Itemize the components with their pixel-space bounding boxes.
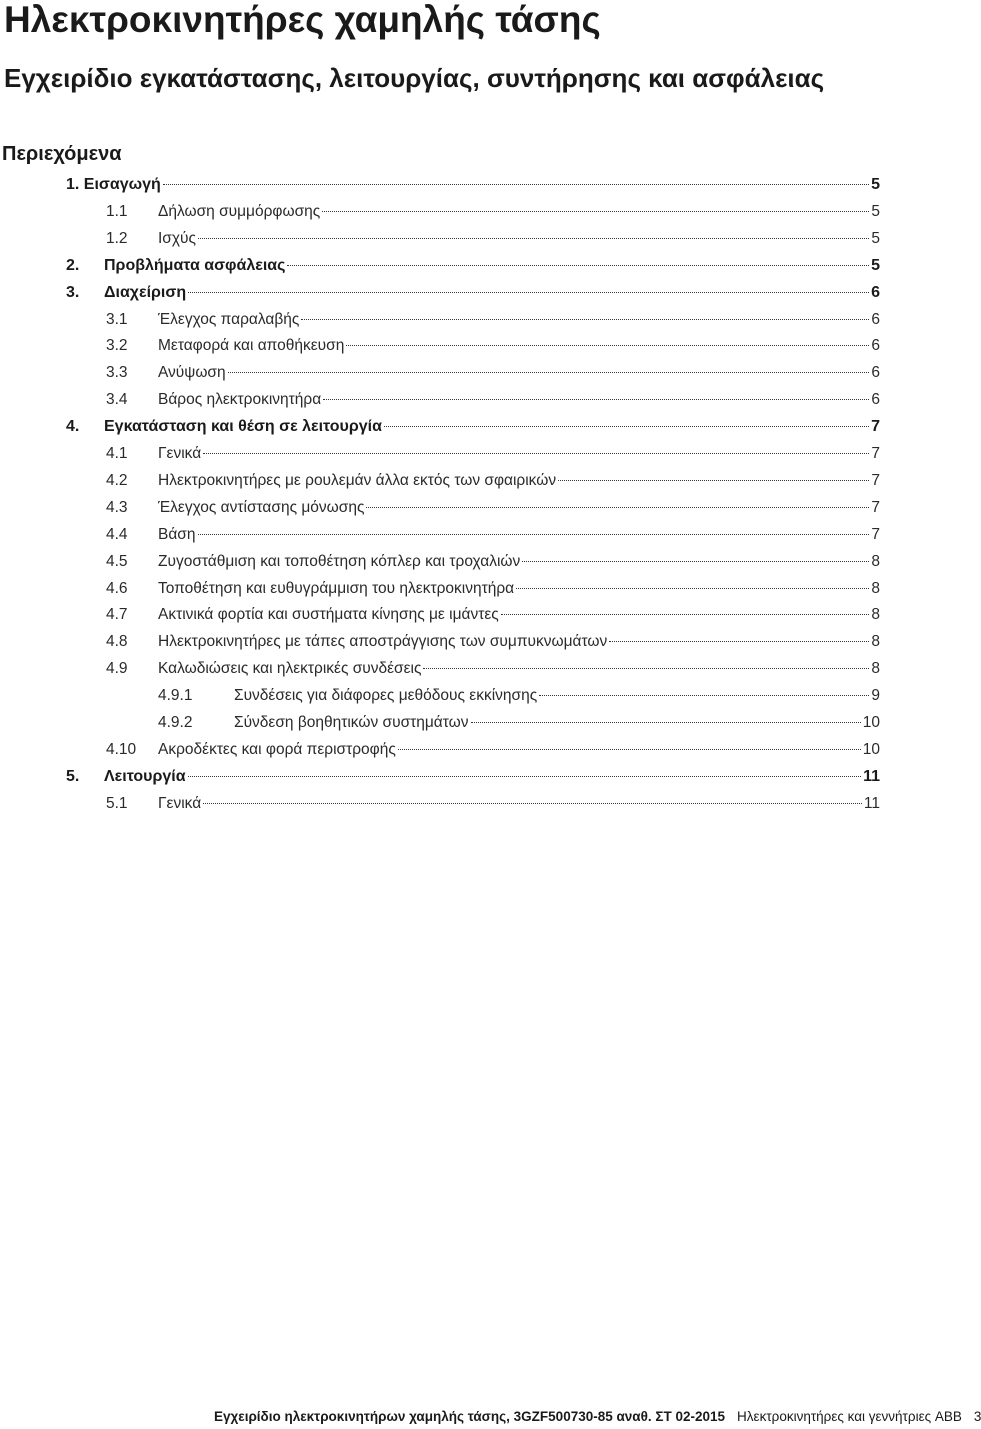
toc-entry[interactable] xyxy=(106,551,880,573)
toc-dot-leader xyxy=(301,319,869,320)
toc-entry-title: Τοποθέτηση και ευθυγράμμιση του ηλεκτροκινητήρα xyxy=(158,579,515,597)
toc-entry-title: Ηλεκτροκινητήρες με ρουλεμάν άλλα εκτός των σφαιρικών xyxy=(158,471,557,489)
toc-dot-leader xyxy=(501,614,870,615)
toc-entry[interactable] xyxy=(106,335,880,357)
toc-entry-number: 4. xyxy=(66,418,80,436)
toc-entry-page: 11 xyxy=(863,767,880,785)
toc-entry[interactable] xyxy=(106,309,880,331)
footer-page-number: 3 xyxy=(973,1409,981,1424)
toc-entry[interactable] xyxy=(106,739,880,761)
toc-dot-leader xyxy=(163,184,869,185)
toc-entry-number: 4.7 xyxy=(106,606,128,624)
toc-entry[interactable] xyxy=(106,362,880,384)
toc-entry-number: 4.1 xyxy=(106,445,128,462)
toc-entry-number: 5. xyxy=(66,767,80,785)
toc-entry-title: Βάρος ηλεκτροκινητήρα xyxy=(158,391,322,409)
toc-entry[interactable] xyxy=(66,255,880,277)
toc-entry-title: Έλεγχος αντίστασης μόνωσης xyxy=(158,498,365,516)
toc-entry-page: 8 xyxy=(871,552,880,570)
toc-entry-number: 3.2 xyxy=(106,337,128,355)
toc-entry[interactable] xyxy=(158,685,880,707)
toc-dot-leader xyxy=(198,534,870,535)
toc-entry-page: 6 xyxy=(871,364,880,382)
toc-entry-title: Συνδέσεις για διάφορες μεθόδους εκκίνησης xyxy=(234,687,538,705)
toc-entry-number: 3.4 xyxy=(106,391,128,409)
toc-dot-leader xyxy=(398,749,861,750)
toc-entry-number: 3.1 xyxy=(106,310,128,328)
toc-entry-page: 7 xyxy=(871,498,880,516)
toc-entry[interactable] xyxy=(106,578,880,600)
toc-dot-leader xyxy=(228,372,870,373)
toc-dot-leader xyxy=(203,803,862,804)
toc-entry-number: 1.1 xyxy=(106,202,128,220)
toc-entry-page: 7 xyxy=(871,525,880,543)
toc-entry-page: 6 xyxy=(871,391,880,409)
toc-entry-title: Καλωδιώσεις και ηλεκτρικές συνδέσεις xyxy=(158,660,422,678)
toc-entry[interactable] xyxy=(106,443,880,465)
footer-document-ref: Εγχειρίδιο ηλεκτροκινητήρων χαμηλής τάσης, 3GZF500730-85 αναθ. ΣΤ 02-2015 xyxy=(214,1409,726,1424)
toc-entry[interactable] xyxy=(158,712,880,734)
toc-entry-title: Εγκατάσταση και θέση σε λειτουργία xyxy=(104,418,382,436)
toc-entry-page: 8 xyxy=(871,579,880,597)
toc-entry[interactable] xyxy=(106,228,880,250)
toc-entry-title: Ζυγοστάθμιση και τοποθέτηση κόπλερ και τροχαλιών xyxy=(158,552,521,570)
toc-entry-page: 10 xyxy=(862,740,880,758)
toc-entry-number: 5.1 xyxy=(106,794,128,812)
toc-entry-number: 4.10 xyxy=(106,740,137,758)
toc-entry[interactable] xyxy=(106,658,880,680)
toc-entry-page: 7 xyxy=(871,445,880,462)
toc-dot-leader xyxy=(198,238,869,239)
toc-entry-title: Βάση xyxy=(158,525,196,543)
toc-entry-number: 4.9.1 xyxy=(158,687,193,705)
toc-entry-number: 4.4 xyxy=(106,525,128,543)
toc-entry-number: 1. Εισαγωγή xyxy=(66,176,161,193)
page-footer xyxy=(214,1408,981,1426)
document-title: Ηλεκτροκινητήρες χαμηλής τάσης xyxy=(4,0,601,40)
toc-entry[interactable] xyxy=(106,524,880,546)
toc-entry-page: 10 xyxy=(862,714,880,731)
toc-entry-title: Ηλεκτροκινητήρες με τάπες αποστράγγισης των συμπυκνωμάτων xyxy=(158,633,608,651)
toc-entry-number: 4.3 xyxy=(106,498,128,516)
document-subtitle: Εγχειρίδιο εγκατάστασης, λειτουργίας, συντήρησης και ασφάλειας xyxy=(4,63,825,93)
toc-entry-page: 8 xyxy=(871,633,880,651)
toc-dot-leader xyxy=(539,695,869,696)
toc-dot-leader xyxy=(323,399,869,400)
toc-dot-leader xyxy=(322,211,869,212)
toc-entry[interactable] xyxy=(106,470,880,492)
toc-entry[interactable] xyxy=(106,604,880,626)
toc-dot-leader xyxy=(423,668,869,669)
toc-entry-title: Γενικά xyxy=(158,794,202,812)
toc-dot-leader xyxy=(522,561,869,562)
toc-entry-title: Γενικά xyxy=(158,445,202,462)
toc-entry[interactable] xyxy=(66,282,880,304)
toc-dot-leader xyxy=(516,588,869,589)
toc-entry-page: 5 xyxy=(871,202,880,220)
toc-heading: Περιεχόμενα xyxy=(2,143,122,165)
toc-dot-leader xyxy=(366,507,869,508)
toc-entry-number: 3.3 xyxy=(106,364,128,382)
toc-entry-page: 5 xyxy=(871,229,880,247)
toc-entry-page: 9 xyxy=(871,687,880,705)
toc-entry-title: Έλεγχος παραλαβής xyxy=(158,310,300,328)
toc-entry-title: Ακτινικά φορτία και συστήματα κίνησης με ιμάντες xyxy=(158,606,499,624)
toc-entry[interactable] xyxy=(106,201,880,223)
toc-dot-leader xyxy=(471,722,861,723)
toc-entry-title: Λειτουργία xyxy=(104,767,186,785)
toc-entry-number: 4.8 xyxy=(106,633,128,651)
toc-entry-page: 11 xyxy=(863,794,880,812)
toc-entry-page: 7 xyxy=(871,418,880,436)
toc-dot-leader xyxy=(188,776,862,777)
toc-entry[interactable] xyxy=(106,389,880,411)
toc-entry-title: Διαχείριση xyxy=(104,283,187,301)
toc-dot-leader xyxy=(287,265,869,266)
toc-entry-title: Ακροδέκτες και φορά περιστροφής xyxy=(158,740,396,758)
toc-entry-page: 8 xyxy=(871,660,880,678)
toc-entry-number: 4.6 xyxy=(106,579,128,597)
toc-entry-title: Ισχύς xyxy=(158,229,196,247)
toc-entry-page: 6 xyxy=(871,337,880,355)
toc-entry-title: Μεταφορά και αποθήκευση xyxy=(158,337,345,355)
toc-dot-leader xyxy=(188,292,869,293)
toc-entry[interactable] xyxy=(106,497,880,519)
toc-entry-number: 4.5 xyxy=(106,552,128,570)
toc-entry[interactable] xyxy=(66,766,880,788)
toc-entry-title: Δήλωση συμμόρφωσης xyxy=(158,202,321,220)
toc-entry-number: 4.9.2 xyxy=(158,714,193,731)
toc-entry-title: Προβλήματα ασφάλειας xyxy=(104,256,286,274)
toc-entry-number: 4.9 xyxy=(106,660,128,678)
toc-entry[interactable] xyxy=(66,174,880,196)
toc-entry-page: 8 xyxy=(871,606,880,624)
toc-entry-number: 2. xyxy=(66,256,80,274)
toc-dot-leader xyxy=(558,480,869,481)
toc-entry[interactable] xyxy=(66,416,880,438)
toc-dot-leader xyxy=(346,345,869,346)
toc-entry[interactable] xyxy=(106,631,880,653)
toc-entry-number: 3. xyxy=(66,283,80,301)
toc-dot-leader xyxy=(203,453,869,454)
toc-entry-page: 7 xyxy=(871,471,880,489)
footer-series: Ηλεκτροκινητήρες και γεννήτριες ABB xyxy=(737,1409,962,1424)
toc-dot-leader xyxy=(609,641,869,642)
toc-entry-page: 6 xyxy=(871,283,880,301)
toc-entry-page: 5 xyxy=(871,176,880,193)
toc-entry-page: 5 xyxy=(871,256,880,274)
toc-entry-page: 6 xyxy=(871,310,880,328)
toc-entry[interactable] xyxy=(106,793,880,815)
toc-entry-title: Ανύψωση xyxy=(158,364,226,382)
toc-entry-number: 1.2 xyxy=(106,229,128,247)
toc-dot-leader xyxy=(384,426,869,427)
toc-entry-number: 4.2 xyxy=(106,471,128,489)
toc-entry-title: Σύνδεση βοηθητικών συστημάτων xyxy=(234,714,469,731)
